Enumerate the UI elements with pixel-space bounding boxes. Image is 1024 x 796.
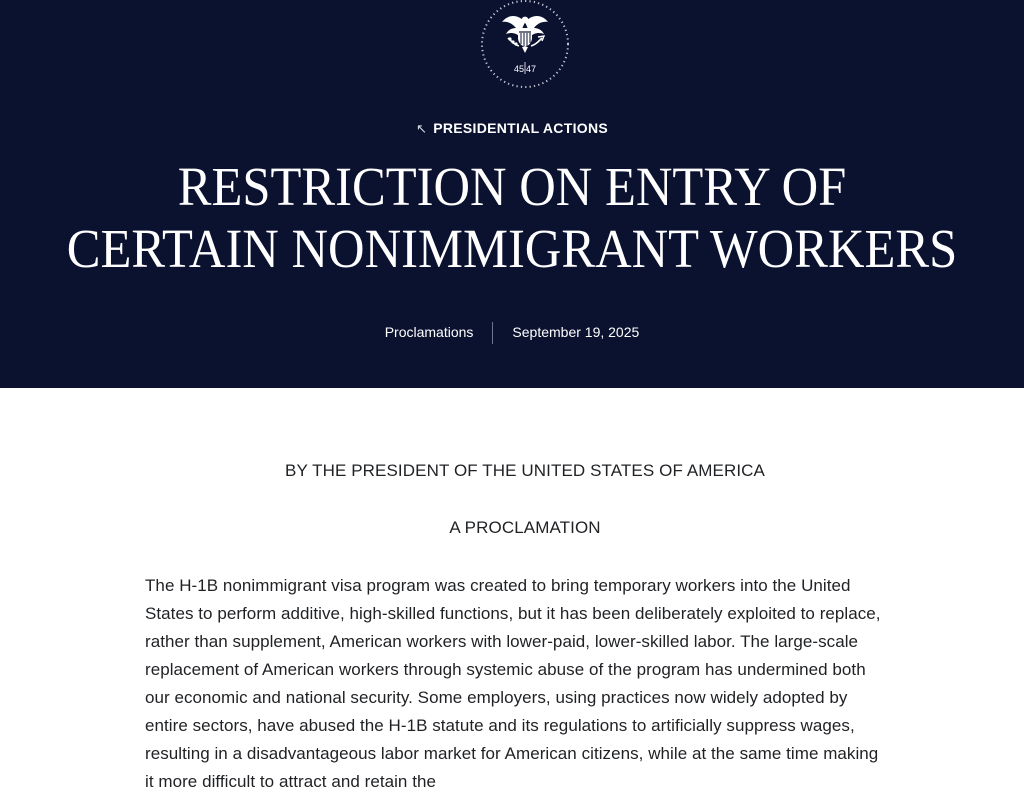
- hero-banner: [0, 0, 1024, 388]
- post-date: September 19, 2025: [512, 324, 640, 340]
- arrow-up-left-icon: ↖: [416, 121, 428, 136]
- eagle-seal-icon: [478, 0, 572, 90]
- category-link[interactable]: [0, 118, 1024, 139]
- seal-number-left: 45: [513, 64, 525, 74]
- title-line-2: CERTAIN NONIMMIGRANT WORKERS: [66, 218, 958, 279]
- page-title: [41, 156, 983, 280]
- title-line-1: RESTRICTION ON ENTRY OF: [177, 156, 847, 217]
- presidential-seal-logo: [478, 0, 572, 90]
- document-byline: BY THE PRESIDENT OF THE UNITED STATES OF AMERICA: [285, 461, 765, 480]
- post-meta: [0, 320, 1024, 344]
- type-link[interactable]: Proclamations: [384, 324, 474, 340]
- document-subtitle: A PROCLAMATION: [449, 518, 601, 537]
- seal-number-right: 47: [525, 64, 537, 74]
- category-label: PRESIDENTIAL ACTIONS: [433, 120, 608, 136]
- document-paragraph: The H-1B nonimmigrant visa program was created to bring temporary workers into the United States to perform additive, high-skilled functions, but it has been deliberately exploited to replace, rather than supplement, American workers with lower-paid, lower-skilled labor. The large-scale replacement of American workers through systemic abuse of the program has undermined both our economic and national security. Some employers, using practices now widely adopted by entire sectors, have abused the H-1B statute and its regulations to artificially suppress wages, resulting in a disadvantageous labor market for American citizens, while at the same time making it more difficult to attract and retain the: [145, 576, 881, 791]
- meta-divider: [492, 322, 493, 344]
